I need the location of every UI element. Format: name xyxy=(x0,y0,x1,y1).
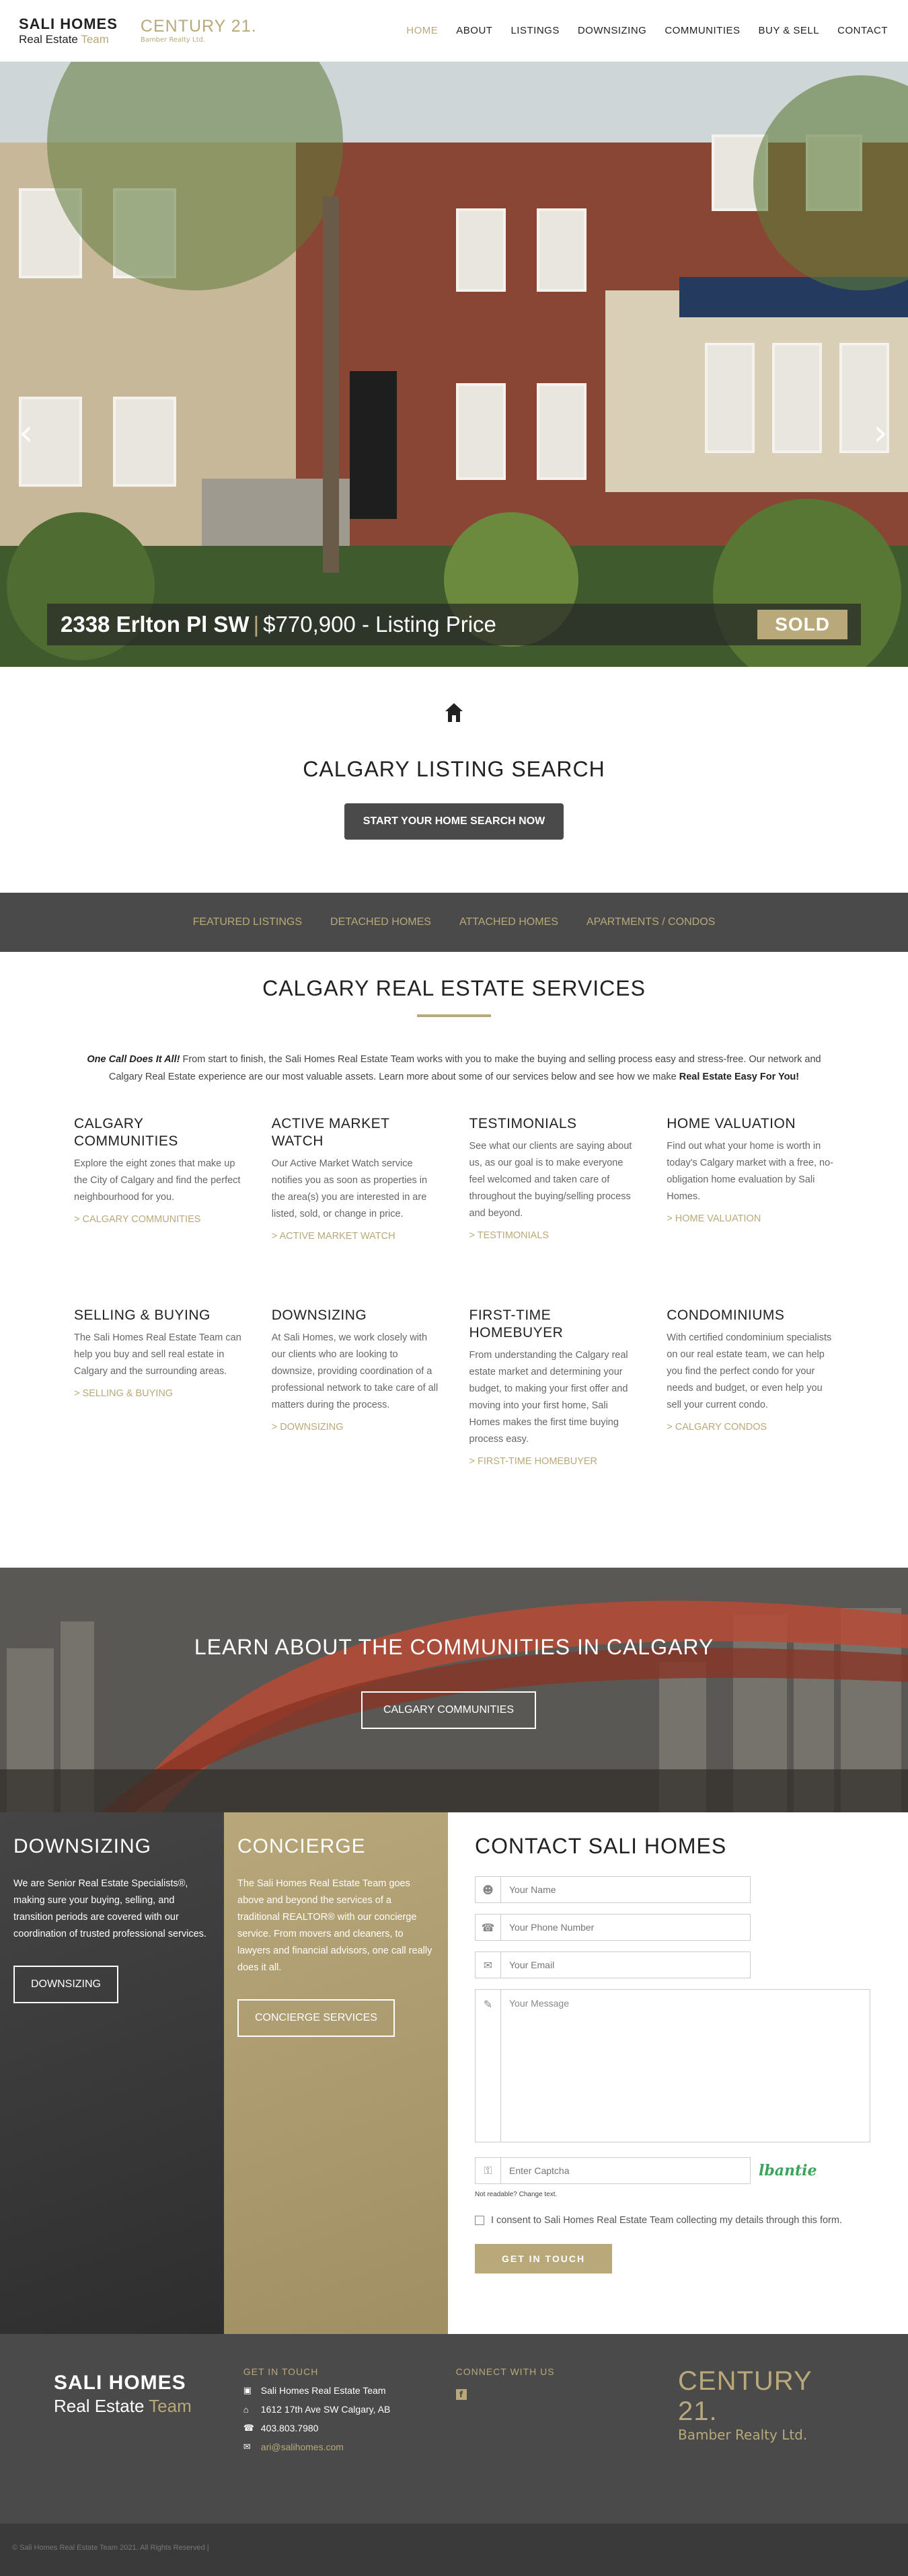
service-text: Explore the eight zones that make up the City of Calgary and find the perfect neighbourhood for you. xyxy=(74,1158,241,1203)
footer-company-text: Sali Homes Real Estate Team xyxy=(260,2385,386,2396)
site-header xyxy=(0,0,908,62)
nav-buy-sell[interactable]: BUY & SELL xyxy=(758,25,820,36)
intro-text: From start to finish, the Sali Homes Real Estate Team works with you to make the buying and selling process easy and stress-free. Our network and Calgary Real Estate experience are our most valuable assets. Learn more about some of our services below and see how we make xyxy=(108,1054,821,1082)
captcha-field-wrap xyxy=(475,2157,751,2184)
tab-apartments-condos[interactable]: APARTMENTS / CONDOS xyxy=(586,916,716,928)
consent-label: I consent to Sali Homes Real Estate Team collecting my details through this form. xyxy=(491,2215,842,2226)
message-field-wrap xyxy=(475,1989,870,2142)
service-text: Our Active Market Watch service notifies you as soon as properties in the area(s) you are interested in are listed, sold, or change in price. xyxy=(271,1158,428,1219)
service-text: With certified condominium specialists on our real estate team, we can help you find the perfect condo for your needs and budget, or even help you sell your current condo. xyxy=(667,1332,832,1410)
service-selling-buying xyxy=(74,1307,241,1498)
service-first-time-homebuyer xyxy=(469,1307,637,1498)
sali-homes-logo[interactable] xyxy=(19,17,118,45)
service-link[interactable]: > DOWNSIZING xyxy=(271,1422,344,1433)
concierge-services-button[interactable]: CONCIERGE SERVICES xyxy=(237,1999,395,2037)
footer-c21-title: CENTURY 21. xyxy=(678,2366,812,2426)
phone-icon: ☎ xyxy=(243,2423,254,2433)
email-input[interactable] xyxy=(501,1952,750,1978)
nav-downsizing[interactable]: DOWNSIZING xyxy=(577,25,647,36)
consent-checkbox[interactable] xyxy=(475,2216,484,2225)
listing-search-section xyxy=(0,667,908,893)
nav-about[interactable]: ABOUT xyxy=(456,25,493,36)
service-link[interactable]: > HOME VALUATION xyxy=(667,1213,761,1224)
next-slide-icon[interactable]: › xyxy=(873,411,888,454)
footer-social xyxy=(456,2366,678,2524)
email-field-wrap xyxy=(475,1951,751,1978)
footer-company xyxy=(243,2385,456,2396)
listing-separator: | xyxy=(253,612,260,637)
building-icon: ▣ xyxy=(243,2385,252,2395)
consent-row xyxy=(475,2212,881,2229)
main-nav xyxy=(406,25,888,36)
phone-field-wrap xyxy=(475,1914,751,1941)
footer-phone[interactable] xyxy=(243,2423,456,2433)
footer-logo-subtitle-a: Real Estate xyxy=(54,2396,145,2416)
communities-banner-title: LEARN ABOUT THE COMMUNITIES IN CALGARY xyxy=(194,1635,714,1659)
lock-icon: ⚿ xyxy=(476,2158,501,2183)
prev-slide-icon[interactable]: ‹ xyxy=(19,411,34,454)
service-title: FIRST-TIME HOMEBUYER xyxy=(469,1307,564,1340)
services-grid xyxy=(74,1115,834,1498)
service-active-market-watch xyxy=(272,1115,439,1307)
footer-century21-logo[interactable] xyxy=(678,2366,854,2524)
logo-title: SALI HOMES xyxy=(19,15,118,32)
user-icon: ☻ xyxy=(476,1877,501,1902)
phone-icon: ☎ xyxy=(476,1915,501,1940)
service-text: The Sali Homes Real Estate Team can help you buy and sell real estate in Calgary and the surrounding areas. xyxy=(74,1332,241,1377)
service-text: See what our clients are saying about us, as our goal is to make everyone feel welcomed and taken care of throughout the buying/selling process and beyond. xyxy=(469,1141,632,1219)
listing-address: 2338 Erlton Pl SW xyxy=(61,612,250,637)
pencil-icon: ✎ xyxy=(476,1990,501,2142)
downsizing-title: DOWNSIZING xyxy=(13,1835,151,1857)
title-underline xyxy=(417,1014,491,1017)
footer-email[interactable] xyxy=(243,2442,456,2452)
service-title: CALGARY COMMUNITIES xyxy=(74,1116,178,1149)
concierge-title: CONCIERGE xyxy=(237,1835,366,1857)
hero-slider xyxy=(0,62,908,667)
service-title: HOME VALUATION xyxy=(667,1116,796,1131)
tab-attached-homes[interactable]: ATTACHED HOMES xyxy=(459,916,558,928)
bottom-section xyxy=(0,1812,908,2334)
footer-address-text: 1612 17th Ave SW Calgary, AB xyxy=(260,2404,391,2415)
service-link[interactable]: > CALGARY CONDOS xyxy=(667,1422,767,1433)
envelope-icon: ✉ xyxy=(243,2442,251,2452)
home-icon: ⌂ xyxy=(243,2404,249,2415)
service-downsizing xyxy=(272,1307,439,1498)
service-link[interactable]: > FIRST-TIME HOMEBUYER xyxy=(469,1456,598,1467)
nav-communities[interactable]: COMMUNITIES xyxy=(665,25,741,36)
contact-title: CONTACT SALI HOMES xyxy=(475,1834,727,1858)
sold-badge: SOLD xyxy=(757,610,847,639)
tab-featured-listings[interactable]: FEATURED LISTINGS xyxy=(192,916,303,928)
service-title: CONDOMINIUMS xyxy=(667,1307,785,1323)
hero-house-image xyxy=(0,62,908,667)
services-section xyxy=(0,952,908,1568)
logo-subtitle-a: Real Estate xyxy=(19,32,78,46)
captcha-row xyxy=(475,2157,881,2184)
services-title: CALGARY REAL ESTATE SERVICES xyxy=(262,976,646,1000)
downsizing-button[interactable]: DOWNSIZING xyxy=(13,1966,118,2003)
services-intro xyxy=(74,1051,834,1086)
downsizing-text: We are Senior Real Estate Specialists®, making sure your buying, selling, and transition periods are covered with our coordination of trusted professional services. xyxy=(13,1878,206,1939)
service-title: TESTIMONIALS xyxy=(469,1116,577,1131)
service-title: ACTIVE MARKET WATCH xyxy=(271,1116,390,1149)
c21-title: CENTURY 21. xyxy=(140,16,257,36)
tab-detached-homes[interactable]: DETACHED HOMES xyxy=(330,916,431,928)
concierge-panel xyxy=(224,1812,448,2334)
intro-bold: Real Estate Easy For You! xyxy=(679,1072,800,1082)
phone-input[interactable] xyxy=(501,1915,750,1940)
copyright-text: © Sali Homes Real Estate Team 2021. All Rights Reserved | xyxy=(12,2544,209,2552)
service-title: SELLING & BUYING xyxy=(74,1307,211,1323)
listing-search-title: CALGARY LISTING SEARCH xyxy=(303,757,605,781)
footer-c21-subtitle: Bamber Realty Ltd. xyxy=(678,2427,808,2443)
downsizing-panel xyxy=(0,1812,224,2334)
name-input[interactable] xyxy=(501,1877,750,1902)
name-field-wrap xyxy=(475,1876,751,1903)
calgary-skyline-image xyxy=(0,1568,908,1812)
footer-get-in-touch-heading: GET IN TOUCH xyxy=(243,2366,319,2377)
century21-logo[interactable] xyxy=(141,18,257,44)
service-condominiums xyxy=(667,1307,834,1498)
footer-logo-subtitle-b: Team xyxy=(149,2396,192,2416)
service-title: DOWNSIZING xyxy=(271,1307,367,1323)
facebook-icon[interactable]: f xyxy=(456,2389,467,2400)
listing-title xyxy=(61,612,496,637)
nav-home[interactable]: HOME xyxy=(406,25,439,36)
envelope-icon: ✉ xyxy=(476,1952,501,1978)
contact-form xyxy=(448,1812,908,2334)
listing-price: $770,900 - Listing Price xyxy=(263,612,496,637)
calgary-communities-button[interactable]: CALGARY COMMUNITIES xyxy=(361,1691,536,1729)
change-captcha-link[interactable]: Not readable? Change text. xyxy=(475,2191,558,2198)
footer-logo-title: SALI HOMES xyxy=(54,2372,186,2394)
start-home-search-button[interactable]: START YOUR HOME SEARCH NOW xyxy=(344,803,564,840)
footer-connect-heading: CONNECT WITH US xyxy=(455,2366,555,2377)
nav-listings[interactable]: LISTINGS xyxy=(510,25,560,36)
footer-phone-text: 403.803.7980 xyxy=(260,2423,319,2433)
service-text: From understanding the Calgary real estate market and determining your budget, to making your first offer and moving into your first home, Sali Homes makes the first time buying process easy. xyxy=(469,1350,628,1445)
communities-banner xyxy=(0,1568,908,1812)
service-text: Find out what your home is worth in today's Calgary market with a free, no-obligation home evaluation by Sali Homes. xyxy=(667,1141,834,1202)
service-link[interactable]: > CALGARY COMMUNITIES xyxy=(74,1214,201,1225)
footer-contact xyxy=(243,2366,456,2524)
logo-subtitle-b: Team xyxy=(81,32,109,46)
house-icon xyxy=(0,702,908,729)
service-testimonials xyxy=(469,1115,637,1307)
nav-contact[interactable]: CONTACT xyxy=(837,25,888,36)
footer-logo[interactable] xyxy=(54,2366,243,2524)
copyright-bar xyxy=(0,2524,908,2576)
site-footer xyxy=(0,2334,908,2524)
get-in-touch-button[interactable]: GET IN TOUCH xyxy=(475,2244,612,2273)
footer-email-text: ari@salihomes.com xyxy=(260,2442,344,2452)
service-home-valuation xyxy=(667,1115,834,1307)
footer-address xyxy=(243,2404,456,2415)
listing-category-bar xyxy=(0,893,908,952)
concierge-text: The Sali Homes Real Estate Team goes above and beyond the services of a traditional REALTOR® with our concierge service. From movers and cleaners, to lawyers and financial advisors, one call really does it all. xyxy=(237,1878,432,1973)
service-link[interactable]: > TESTIMONIALS xyxy=(469,1230,550,1241)
service-text: At Sali Homes, we work closely with our clients who are looking to downsize, providing coordination of a professional network to take care of all matters during the process. xyxy=(271,1332,439,1410)
service-link[interactable]: > SELLING & BUYING xyxy=(74,1388,174,1399)
captcha-image: lbantie xyxy=(759,2162,817,2179)
logo-subtitle xyxy=(19,34,118,45)
intro-emphasis: One Call Does It All! xyxy=(87,1054,180,1065)
listing-caption[interactable] xyxy=(47,604,861,645)
message-textarea[interactable]: Your Message xyxy=(509,1998,569,2009)
service-link[interactable]: > ACTIVE MARKET WATCH xyxy=(271,1231,395,1242)
service-calgary-communities xyxy=(74,1115,241,1307)
footer-logo-subtitle xyxy=(54,2396,243,2417)
c21-subtitle: Bamber Realty Ltd. xyxy=(140,36,206,44)
captcha-input[interactable] xyxy=(501,2158,750,2183)
